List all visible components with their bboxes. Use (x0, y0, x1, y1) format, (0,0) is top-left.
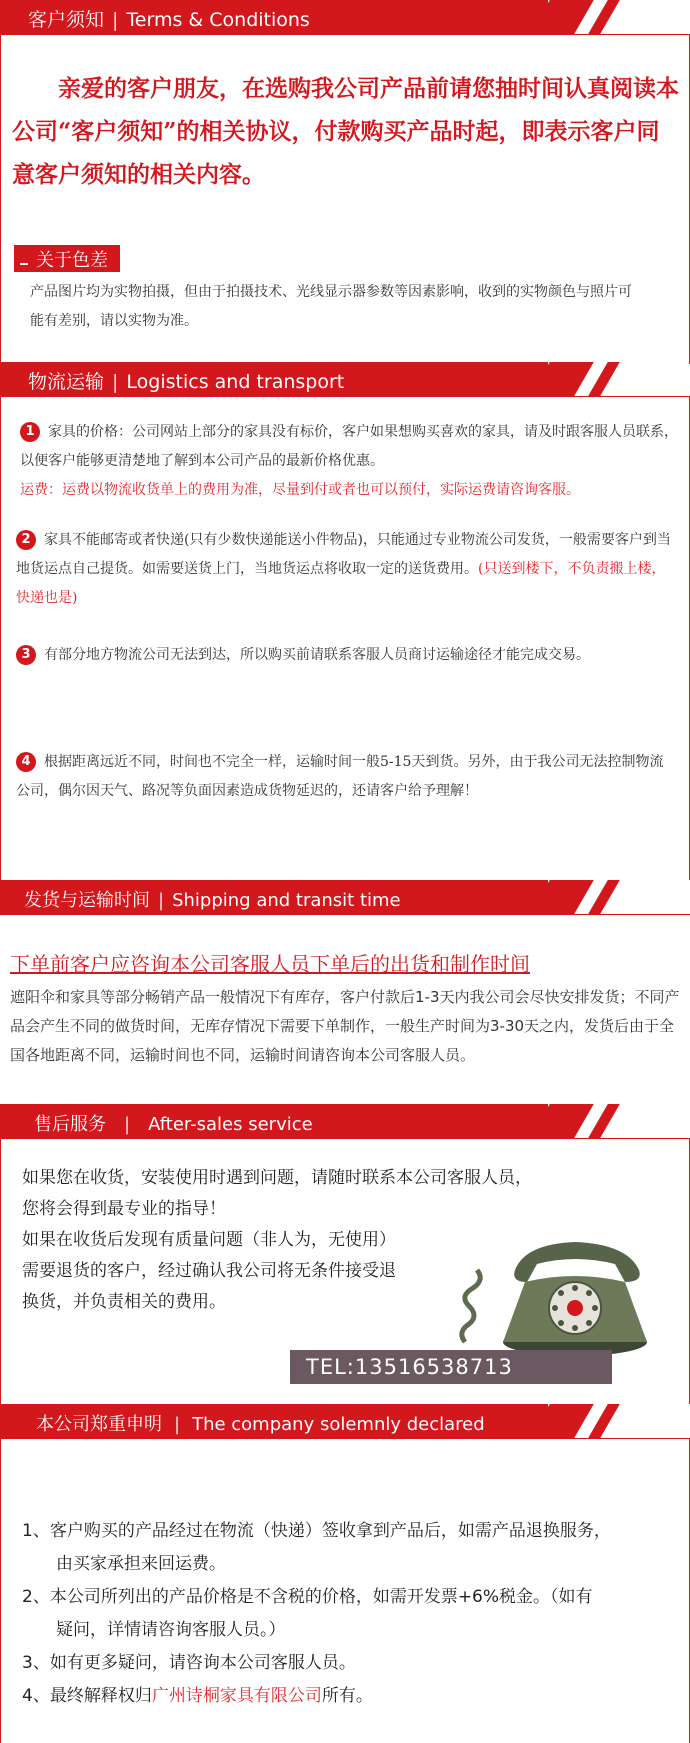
logistics-item-4 (16, 748, 676, 806)
section-title-en: The company solemnly declared (192, 1414, 485, 1435)
section-header-declaration: 本公司郑重申明 | The company solemnly declared (0, 1404, 690, 1438)
declaration-item-4-start: 4、最终解释权归 (22, 1686, 152, 1706)
declaration-item-1-cont: 由买家承担来回运费。 (56, 1554, 226, 1574)
declaration-item-2-cont: 疑问，详情请咨询客服人员。） (56, 1620, 286, 1640)
declaration-item-2: 2、本公司所列出的产品价格是不含税的价格，如需开发票+6%税金。（如有 (22, 1587, 593, 1607)
number-badge-2: 2 (16, 530, 36, 550)
number-badge-1: 1 (20, 422, 40, 442)
section-title-en: Terms & Conditions (126, 9, 310, 31)
section-title-cn: 本公司郑重申明 (36, 1414, 162, 1435)
delivery-note: (只送到楼下，不负责搬上楼，快递也是) (16, 561, 666, 606)
telephone-number: TEL:13516538713 (290, 1350, 612, 1384)
logistics-item-4-text: 根据距离远近不同，时间也不完全一样，运输时间一般5-15天到货。另外，由于我公司无法控制物流公司，偶尔因天气、路况等负面因素造成货物延迟的，还请客户给予理解！ (16, 754, 664, 799)
number-badge-4: 4 (16, 752, 36, 772)
after-sales-line-3: 如果在收货后发现有质量问题（非人为，无使用） (22, 1230, 396, 1250)
section-header-logistics: 物流运输 | Logistics and transport (0, 362, 690, 396)
section-header-terms: 客户须知 | Terms & Conditions (0, 0, 690, 34)
color-difference-text: 产品图片均为实物拍摄，但由于拍摄技术、光线显示器参数等因素影响，收到的实物颜色与照片可能有差别，请以实物为准。 (30, 284, 632, 329)
declaration-item-4 (22, 1680, 672, 1713)
declaration-item-3: 3、如有更多疑问，请咨询本公司客服人员。 (22, 1653, 356, 1673)
company-name: 广州诗桐家具有限公司 (151, 1686, 322, 1706)
after-sales-line-4: 需要退货的客户，经过确认我公司将无条件接受退 (22, 1261, 396, 1281)
shipping-headline: 下单前客户应咨询本公司客服人员下单后的出货和制作时间 (10, 952, 530, 976)
declaration-item-4-end: 所有。 (321, 1686, 373, 1706)
declaration-list (22, 1515, 672, 1713)
logistics-item-3-text: 有部分地方物流公司无法到达，所以购买前请联系客服人员商讨运输途径才能完成交易。 (44, 647, 590, 663)
section-title-cn: 物流运输 (28, 371, 105, 393)
section-header-shipping: 发货与运输时间 | Shipping and transit time (0, 880, 690, 914)
logistics-item-2 (16, 526, 676, 613)
telephone-icon (455, 1230, 655, 1370)
after-sales-line-1: 如果您在收货，安装使用时遇到问题，请随时联系本公司客服人员， (22, 1168, 532, 1188)
number-badge-3: 3 (16, 645, 36, 665)
logistics-item-1-text: 家具的价格：公司网站上部分的家具没有标价，客户如果想购买喜欢的家具，请及时跟客服人员联系，以便客户能够更清楚地了解到本公司产品的最新价格优惠。 (20, 424, 678, 469)
freight-note: 运费：运费以物流收货单上的费用为准，尽量到付或者也可以预付，实际运费请咨询客服。 (20, 482, 580, 498)
after-sales-line-2: 您将会得到最专业的指导！ (22, 1199, 226, 1219)
after-sales-line-5: 换货，并负责相关的费用。 (22, 1292, 226, 1312)
declaration-item-1: 1、客户购买的产品经过在物流（快递）签收拿到产品后，如需产品退换服务， (22, 1521, 611, 1541)
intro-notice: 亲爱的客户朋友，在选购我公司产品前请您抽时间认真阅读本公司“客户须知”的相关协议，付款购买产品时起，即表示客户同意客户须知的相关内容。 (12, 75, 679, 188)
section-title-en: Logistics and transport (126, 371, 345, 393)
logistics-item-3 (16, 641, 666, 670)
section-title-en: Shipping and transit time (172, 890, 401, 911)
section-header-after-sales: 售后服务 | After-sales service (0, 1104, 690, 1138)
shipping-text: 遮阳伞和家具等部分畅销产品一般情况下有库存，客户付款后1-3天内我公司会尽快安排发货；不同产品会产生不同的做货时间，无库存情况下需要下单制作，一般生产时间为3-30天之内，发货后由于全国各地距离不同，运输时间也不同，运输时间请咨询本公司客服人员。 (10, 988, 680, 1064)
logistics-item-2-text: 家具不能邮寄或者快递(只有少数快递能送小件物品)，只能通过专业物流公司发货，一般需要客户到当地货运点自己提货。如需要送货上门，当地货运点将收取一定的送货费用。 (16, 532, 671, 577)
section-title-cn: 发货与运输时间 (24, 890, 150, 911)
section-title-cn: 售后服务 (34, 1114, 106, 1135)
section-title-en: After-sales service (148, 1114, 313, 1135)
section-title-cn: 客户须知 (28, 9, 105, 31)
logistics-item-1 (20, 418, 680, 505)
color-difference-tag: 关于色差 (14, 245, 120, 272)
